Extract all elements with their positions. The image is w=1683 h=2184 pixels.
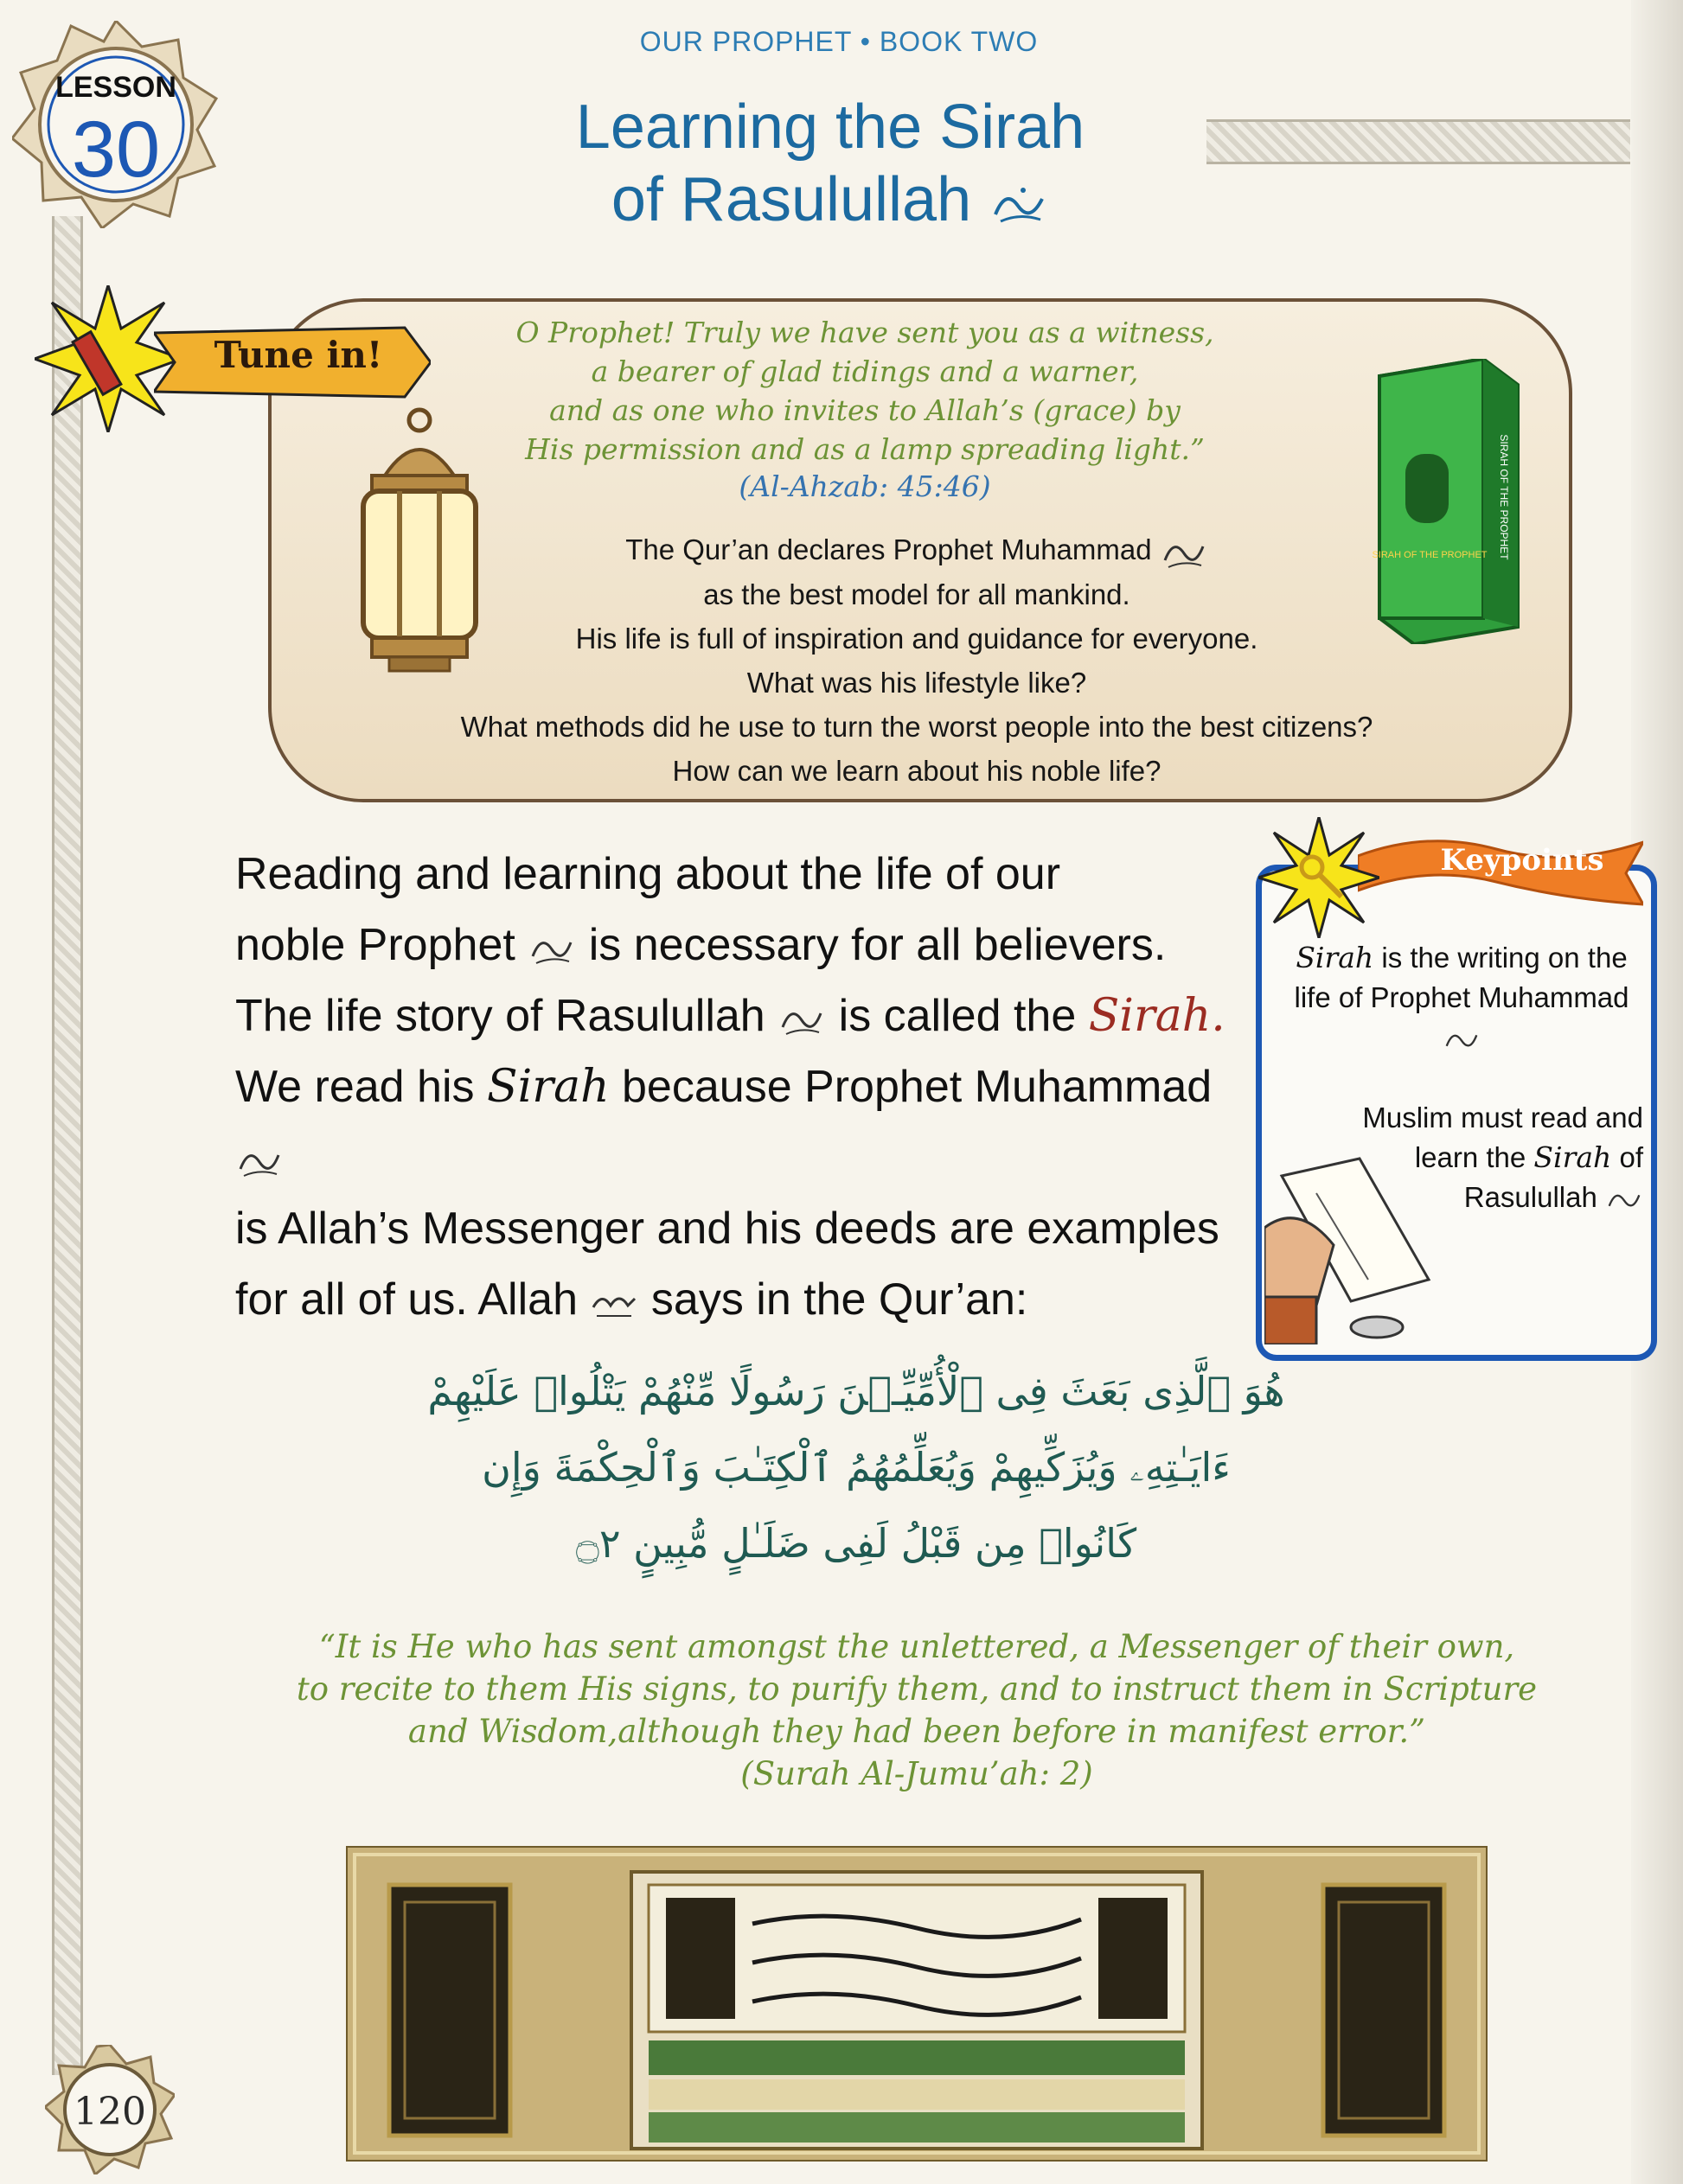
title-line-2: of Rasulullah (611, 165, 972, 234)
quote-line: His permission and as a lamp spreading light.” (525, 432, 1205, 466)
arabic-verse (415, 1353, 1297, 1581)
main-line: is called the (838, 991, 1089, 1041)
salutation-icon (528, 927, 576, 968)
english-verse-reference: (Surah Al-Jumu’ah: 2) (740, 1755, 1093, 1792)
main-line: is necessary for all believers. (588, 920, 1167, 970)
salutation-icon (778, 998, 826, 1039)
keypoint-text: of Rasulullah (1463, 1141, 1643, 1213)
main-line: is Allah’s Messenger and his deeds are examples (235, 1204, 1219, 1254)
salutation-icon (1605, 1183, 1643, 1216)
sirah-term: Sirah (1533, 1140, 1612, 1174)
english-verse (259, 1625, 1574, 1753)
tune-in-quote (484, 313, 1245, 469)
english-line: and Wisdom,although they had been before in manifest error.” (407, 1713, 1426, 1750)
arabic-line: ءَايَـٰتِهِۦ وَيُزَكِّيهِمْ وَيُعَلِّمُهُمُ ٱلْكِتَـٰبَ وَٱلْحِكْمَةَ وَإِن (482, 1444, 1231, 1491)
lesson-badge (12, 21, 220, 228)
calligraphy-panel-image (346, 1846, 1488, 2162)
body-line: What was his lifestyle like? (746, 667, 1087, 699)
key-burst-icon (1258, 817, 1379, 938)
arabic-line: هُوَ ٱلَّذِى بَعَثَ فِى ٱلْأُمِّيِّـۧنَ رَسُولًا مِّنْهُمْ يَتْلُوا۟ عَلَيْهِمْ (427, 1368, 1285, 1414)
main-line: Reading and learning about the life of our (235, 849, 1061, 899)
keypoint-1 (1280, 938, 1643, 1057)
lesson-number: 30 (71, 105, 161, 194)
quote-line: a bearer of glad tidings and a warner, (591, 354, 1139, 388)
lesson-label: LESSON (55, 71, 176, 104)
tune-in-label: Tune in! (214, 334, 383, 376)
keypoint-text: is the writing on the life of Prophet Muhammad (1294, 942, 1629, 1013)
body-line: The Qur’an declares Prophet Muhammad (625, 533, 1152, 565)
main-line: for all of us. Allah (235, 1274, 578, 1325)
main-line: noble Prophet (235, 920, 515, 970)
main-paragraph (235, 839, 1256, 1335)
english-line: to recite to them His signs, to purify them, and to instruct them in Scripture (296, 1670, 1538, 1708)
top-ornament-border (1206, 119, 1630, 164)
glorified-icon (590, 1281, 638, 1323)
body-line: His life is full of inspiration and guidance for everyone. (575, 623, 1258, 655)
salutation-icon (1443, 1023, 1481, 1056)
sirah-term: Sirah. (1088, 990, 1225, 1042)
salutation-icon (235, 1140, 284, 1181)
book-title: OUR PROPHET • BOOK TWO (639, 26, 1039, 57)
book-cover-text: SIRAH OF THE PROPHET (1372, 550, 1488, 560)
page-number-badge (45, 2045, 175, 2174)
salutation-icon (1160, 531, 1208, 572)
body-line: What methods did he use to turn the worst people into the best citizens? (460, 711, 1373, 744)
sirah-term: Sirah (1296, 941, 1374, 974)
body-line: How can we learn about his noble life? (672, 755, 1161, 788)
quote-line: and as one who invites to Allah’s (grace) by (549, 393, 1181, 427)
sirah-term: Sirah (486, 1061, 610, 1113)
title-line-1: Learning the Sirah (575, 93, 1085, 162)
keypoint-text: Muslim must read and learn the (1362, 1102, 1643, 1173)
page-number: 120 (74, 2090, 146, 2134)
left-ornament-border (52, 216, 83, 2075)
writing-hand-icon (1264, 1150, 1437, 1344)
page-title (484, 91, 1176, 236)
tune-in-body (329, 527, 1505, 793)
main-line: because Prophet Muhammad (609, 1062, 1213, 1112)
salutation-icon (989, 180, 1049, 228)
arabic-line: كَانُوا۟ مِن قَبْلُ لَفِى ضَلَـٰلٍ مُّبِينٍ ۝٢ (575, 1520, 1137, 1567)
keypoints-label: Keypoints (1440, 843, 1604, 878)
quote-line: O Prophet! Truly we have sent you as a witness, (515, 316, 1214, 349)
tune-in-reference: (Al-Ahzab: 45:46) (739, 469, 991, 503)
book-spine-text: SIRAH OF THE PROPHET (1498, 434, 1510, 560)
sirah-book-icon (1353, 359, 1526, 644)
main-line: The life story of Rasulullah (235, 991, 765, 1041)
main-line: We read his (235, 1062, 487, 1112)
english-line: “It is He who has sent amongst the unlettered, a Messenger of their own, (318, 1628, 1515, 1665)
body-line: as the best model for all mankind. (703, 578, 1130, 611)
main-line: says in the Qur’an: (650, 1274, 1028, 1325)
lantern-icon (346, 406, 493, 674)
